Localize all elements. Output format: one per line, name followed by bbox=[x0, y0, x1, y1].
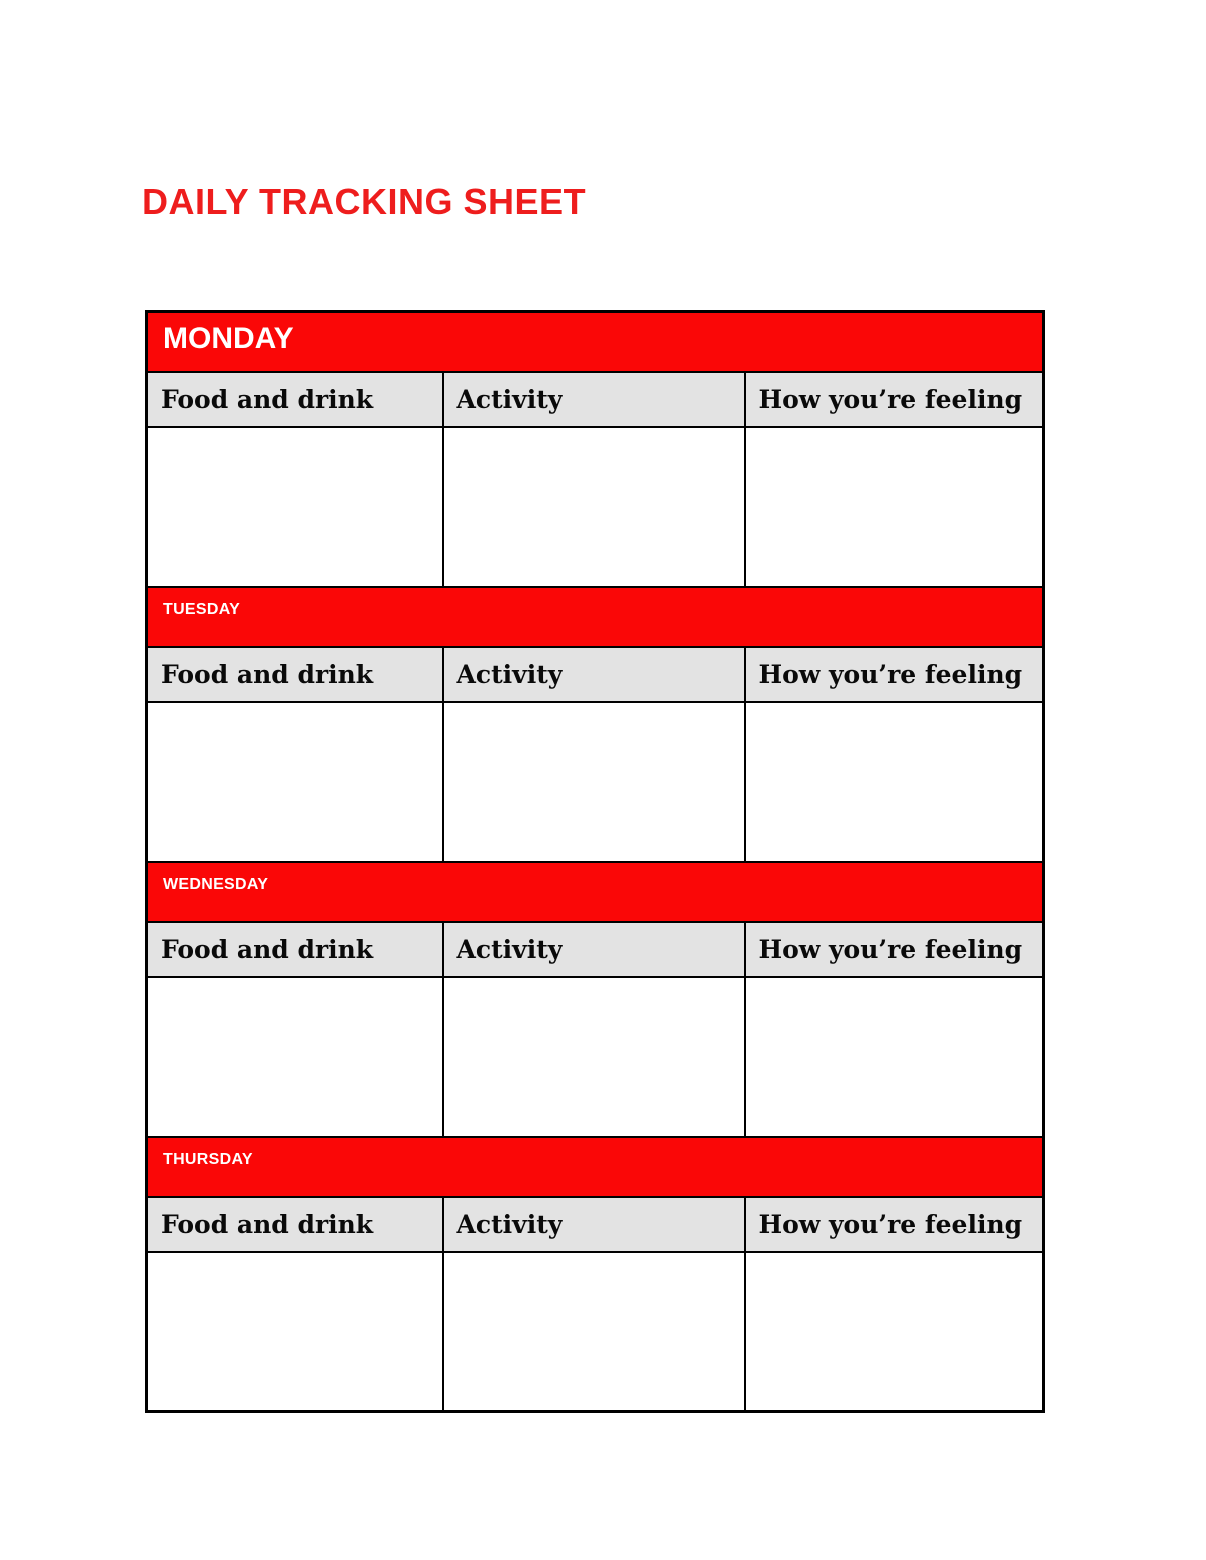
day-band-thursday bbox=[147, 1137, 1044, 1197]
day-band-label: THURSDAY bbox=[147, 1137, 1044, 1197]
column-header-activity: Activity bbox=[443, 1197, 745, 1252]
entry-cell-monday-feeling[interactable] bbox=[745, 427, 1044, 587]
day-band-monday bbox=[147, 312, 1044, 372]
entry-cell-wednesday-food[interactable] bbox=[147, 977, 443, 1137]
entry-cell-wednesday-activity[interactable] bbox=[443, 977, 745, 1137]
column-header-activity: Activity bbox=[443, 372, 745, 427]
page-title: DAILY TRACKING SHEET bbox=[142, 181, 587, 222]
day-band-label: MONDAY bbox=[147, 312, 1044, 372]
entry-cell-tuesday-activity[interactable] bbox=[443, 702, 745, 862]
entry-row bbox=[147, 702, 1044, 862]
entry-row bbox=[147, 1252, 1044, 1412]
entry-cell-wednesday-feeling[interactable] bbox=[745, 977, 1044, 1137]
entry-row bbox=[147, 427, 1044, 587]
column-header-row bbox=[147, 647, 1044, 702]
day-band-tuesday bbox=[147, 587, 1044, 647]
column-header-feeling: How you’re feeling bbox=[745, 922, 1044, 977]
column-header-row bbox=[147, 1197, 1044, 1252]
entry-cell-tuesday-food[interactable] bbox=[147, 702, 443, 862]
day-band-label: WEDNESDAY bbox=[147, 862, 1044, 922]
column-header-row bbox=[147, 922, 1044, 977]
entry-cell-thursday-food[interactable] bbox=[147, 1252, 443, 1412]
day-band-label: TUESDAY bbox=[147, 587, 1044, 647]
column-header-food: Food and drink bbox=[147, 372, 443, 427]
entry-row bbox=[147, 977, 1044, 1137]
entry-cell-tuesday-feeling[interactable] bbox=[745, 702, 1044, 862]
entry-cell-thursday-feeling[interactable] bbox=[745, 1252, 1044, 1412]
column-header-row bbox=[147, 372, 1044, 427]
entry-cell-monday-activity[interactable] bbox=[443, 427, 745, 587]
entry-cell-monday-food[interactable] bbox=[147, 427, 443, 587]
column-header-feeling: How you’re feeling bbox=[745, 372, 1044, 427]
column-header-food: Food and drink bbox=[147, 922, 443, 977]
tracking-sheet-table bbox=[145, 310, 1045, 1413]
day-band-wednesday bbox=[147, 862, 1044, 922]
column-header-food: Food and drink bbox=[147, 1197, 443, 1252]
column-header-activity: Activity bbox=[443, 647, 745, 702]
entry-cell-thursday-activity[interactable] bbox=[443, 1252, 745, 1412]
column-header-feeling: How you’re feeling bbox=[745, 1197, 1044, 1252]
column-header-activity: Activity bbox=[443, 922, 745, 977]
column-header-feeling: How you’re feeling bbox=[745, 647, 1044, 702]
column-header-food: Food and drink bbox=[147, 647, 443, 702]
